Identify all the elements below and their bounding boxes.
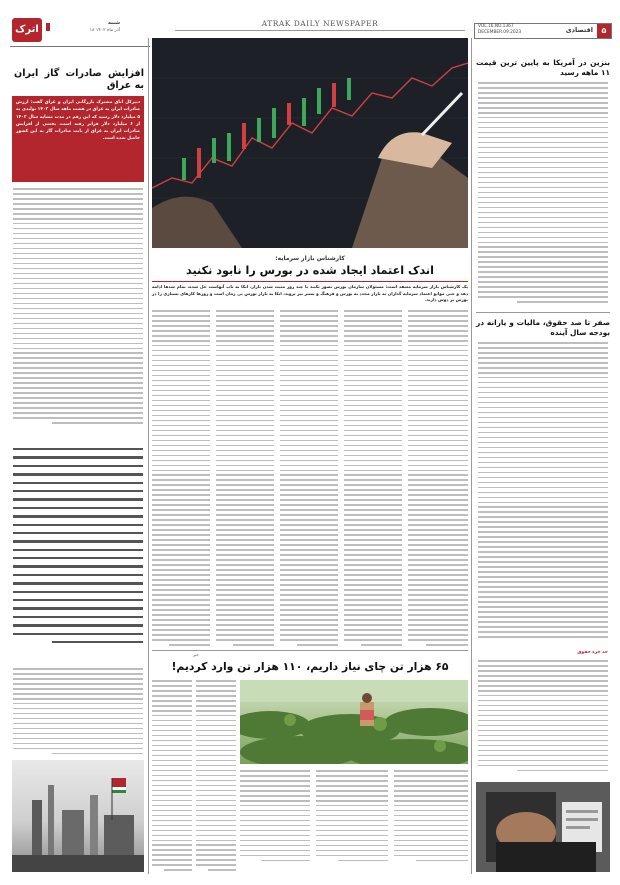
budget-subhead-text: حد جزء حقوق [577,650,608,655]
main-kicker: کارشناس بازار سرمایه: [275,255,345,262]
iraq-gas-title: افزایش صادرات گاز ایران به عراق [14,68,144,91]
tea-body-bottom-3 [394,770,468,865]
masthead-center [175,16,465,32]
newspaper-title: ATRAK DAILY NEWSPAPER [261,19,379,28]
page-number: ۵ [597,24,611,38]
budget-body-2 [478,660,608,775]
logo-subtitle [46,23,50,31]
logo-block [10,16,150,60]
budget-subhead [478,650,608,655]
main-body-col-4 [344,310,402,649]
col-rule-right [471,38,472,874]
tea-body-bottom-2 [316,770,388,865]
stock-chart-photo [152,38,468,248]
right-divider [476,312,610,313]
tea-field-photo [240,680,468,764]
main-lead: یک کارشناس بازار سرمایه معتقد است: مسئولان سازمان بورس تصور نکنند با چند روز مثبت شدن بازار، اتکا به تاب آنهاست حل شده، تمام شدها ادامه دهد و حتی موانع اعتماد سرمایه گذاران به بازار مجدد به بورس و فرهنگ و بستر نیز بروید، اتکا به بازار بورس بی زمان است و روزها کارهای بسیاری را در بورس بر دوش دارند. [152,284,468,303]
left-col-body-2 [13,668,143,758]
section-divider [152,650,468,651]
tea-tag: خبر [193,652,199,657]
tea-headline: ۶۵ هزار تن چای نیاز داریم، ۱۱۰ هزار تن وارد کردیم! [171,660,449,673]
date-fa-2: ۱۸ آذر ماه ۱۴۰۲ [89,28,120,33]
section-label: اقتصادی [565,26,593,34]
iraq-gas-lead: دبیرکل اتاق مشترک بازرگانی ایران و عراق گفت: ارزش صادرات ایران به عراق در هشت ماهه سال ۱۴۰۲ تولیدی به ۵ میلیارد دلار رسید که این رقم در مدت مشابه سال ۱۴۰۲ از ۶ میلیارد دلار فراتر رفته است، بخشی از افزایش صادرات ایران به عراق از بابت صادرات گاز به این کشور حاصل شده است. [16,100,141,142]
budget-photo [476,782,610,872]
main-body-col-1 [152,310,210,649]
date-fa: شنبه [107,20,120,26]
main-headline: اندک اعتماد ایجاد شده در بورس را نابود نکنید [186,264,434,277]
date-en: DECEMBER.09.2023 [478,30,522,35]
gasoline-body [478,82,608,306]
main-body-col-3 [280,310,338,649]
budget-body [478,342,608,641]
tea-body-left-1 [152,680,192,874]
gasoline-title: بنزین در آمریکا به پایین ترین قیمت ۱۱ ماهه رسید [476,58,610,77]
page-header-box [474,23,612,39]
left-col-bold-quote [13,448,143,649]
main-body-col-5 [408,310,468,649]
main-body-col-2 [216,310,274,649]
logo-text: اترک [15,24,39,35]
tea-body-left-2 [196,680,236,874]
refinery-photo [12,760,144,872]
logo-seal [12,18,42,42]
headline-rule [152,281,468,282]
lead-box [12,96,144,182]
col-rule-left [148,38,149,874]
tea-body-bottom-1 [240,770,310,865]
vol-line: VOL.16,NO.1367 [478,24,514,29]
budget-title: صفر تا صد حقوق، مالیات و یارانه در بودجه سال آینده [476,318,610,337]
left-col-body-1 [13,188,143,427]
masthead-rule [10,46,150,47]
